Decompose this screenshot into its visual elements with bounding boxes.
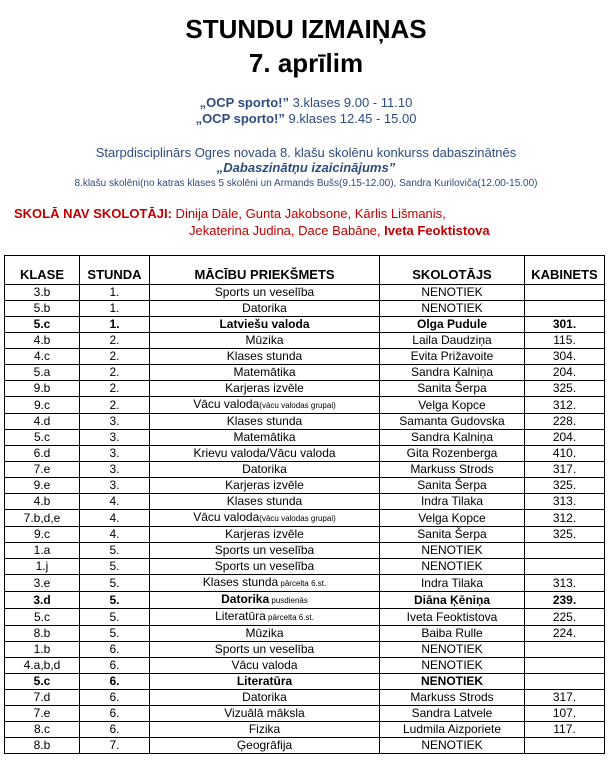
cell-klase: 4.c — [5, 349, 80, 365]
table-row — [5, 381, 605, 397]
table-row — [5, 365, 605, 381]
absent-names-bold: Iveta Feoktistova — [384, 223, 490, 238]
cell-stunda: 6. — [80, 642, 150, 658]
absent-teachers — [14, 205, 604, 239]
cell-klase: 4.a,b,d — [5, 658, 80, 674]
cell-subject — [150, 706, 380, 722]
cell-klase: 3.b — [5, 285, 80, 301]
subject-text: Datorika — [221, 592, 270, 606]
table-row — [5, 609, 605, 626]
cell-teacher: Baiba Rulle — [380, 626, 525, 642]
cell-teacher: Ludmila Aizporiete — [380, 722, 525, 738]
cell-klase: 1.b — [5, 642, 80, 658]
cell-subject — [150, 381, 380, 397]
cell-klase: 5.c — [5, 430, 80, 446]
subject-text: Literatūra — [236, 674, 293, 688]
cell-teacher: Evita Prižavoite — [380, 349, 525, 365]
cell-subject — [150, 722, 380, 738]
cell-klase: 5.c — [5, 674, 80, 690]
cell-subject — [150, 510, 380, 527]
cell-stunda: 3. — [80, 414, 150, 430]
subject-text: Fizika — [248, 722, 281, 736]
schedule-table — [4, 255, 605, 754]
cell-stunda: 6. — [80, 690, 150, 706]
cell-teacher: Sanita Šerpa — [380, 478, 525, 494]
cell-teacher: NENOTIEK — [380, 285, 525, 301]
cell-subject — [150, 658, 380, 674]
absent-names-2: Jekaterina Judina, Dace Babāne, — [189, 223, 385, 238]
cell-room: 312. — [525, 397, 605, 414]
column-header: STUNDA — [80, 264, 150, 285]
cell-room: 239. — [525, 592, 605, 609]
table-header — [5, 264, 605, 285]
cell-stunda: 5. — [80, 559, 150, 575]
subject-note: (vācu valodas grupai) — [259, 514, 336, 523]
subject-text: Matemātika — [233, 365, 296, 379]
cell-teacher: Gita Rozenberga — [380, 446, 525, 462]
table-row — [5, 559, 605, 575]
cell-subject — [150, 397, 380, 414]
table-row — [5, 626, 605, 642]
column-header: KABINETS — [525, 264, 605, 285]
cell-room: 312. — [525, 510, 605, 527]
cell-teacher: Sandra Latvele — [380, 706, 525, 722]
cell-subject — [150, 626, 380, 642]
cell-teacher: Sandra Kalniņa — [380, 365, 525, 381]
table-row — [5, 738, 605, 754]
table-row — [5, 317, 605, 333]
cell-subject — [150, 430, 380, 446]
cell-teacher: Markuss Strods — [380, 462, 525, 478]
cell-subject — [150, 642, 380, 658]
cell-teacher: Samanta Gudovska — [380, 414, 525, 430]
subject-text: Datorika — [242, 690, 287, 704]
subject-text: Ģeogrāfija — [236, 738, 293, 752]
cell-subject — [150, 317, 380, 333]
cell-room — [525, 658, 605, 674]
cell-klase: 5.c — [5, 609, 80, 626]
cell-room: 313. — [525, 494, 605, 510]
cell-room: 115. — [525, 333, 605, 349]
subject-text: Krievu valoda/Vācu valoda — [193, 446, 336, 460]
subject-text: Karjeras izvēle — [225, 527, 304, 541]
cell-klase: 5.b — [5, 301, 80, 317]
cell-stunda: 6. — [80, 658, 150, 674]
cell-room: 204. — [525, 430, 605, 446]
subject-text: Klases stunda — [226, 494, 303, 508]
cell-teacher: Olga Pudule — [380, 317, 525, 333]
subject-text: Klases stunda — [202, 575, 279, 589]
table-row — [5, 674, 605, 690]
competition-description: Starpdisciplinārs Ogres novada 8. klašu skolēnu konkurss dabaszinātnēs — [95, 145, 517, 160]
cell-klase: 7.e — [5, 706, 80, 722]
table-row — [5, 301, 605, 317]
cell-subject — [150, 285, 380, 301]
column-header: SKOLOTĀJS — [380, 264, 525, 285]
cell-stunda: 1. — [80, 317, 150, 333]
cell-stunda: 2. — [80, 381, 150, 397]
cell-stunda: 2. — [80, 365, 150, 381]
cell-subject — [150, 301, 380, 317]
table-row — [5, 349, 605, 365]
cell-stunda: 6. — [80, 674, 150, 690]
subject-text: Latviešu valoda — [219, 317, 310, 331]
cell-teacher: Markuss Strods — [380, 690, 525, 706]
subject-note: (vācu valodas grupai) — [259, 401, 336, 410]
cell-subject — [150, 592, 380, 609]
subject-text: Karjeras izvēle — [225, 381, 304, 395]
cell-room: 225. — [525, 609, 605, 626]
cell-subject — [150, 494, 380, 510]
cell-klase: 5.a — [5, 365, 80, 381]
cell-klase: 8.b — [5, 738, 80, 754]
table-row — [5, 494, 605, 510]
cell-teacher: Sanita Šerpa — [380, 381, 525, 397]
event-name: „OCP sporto!” — [195, 111, 285, 126]
table-row — [5, 446, 605, 462]
cell-klase: 4.b — [5, 333, 80, 349]
cell-stunda: 5. — [80, 626, 150, 642]
cell-stunda: 4. — [80, 510, 150, 527]
cell-subject — [150, 674, 380, 690]
subject-text: Vācu valoda — [193, 510, 260, 524]
subject-note: pārcelta 6.st. — [278, 579, 327, 588]
cell-klase: 3.e — [5, 575, 80, 592]
table-row — [5, 414, 605, 430]
cell-room — [525, 543, 605, 559]
cell-teacher: NENOTIEK — [380, 642, 525, 658]
cell-stunda: 3. — [80, 446, 150, 462]
cell-teacher: NENOTIEK — [380, 738, 525, 754]
cell-room: 313. — [525, 575, 605, 592]
cell-teacher: Diāna Ķēniņa — [380, 592, 525, 609]
subject-text: Vizuālā māksla — [224, 706, 305, 720]
absent-label: SKOLĀ NAV SKOLOTĀJI: — [14, 206, 172, 221]
cell-room — [525, 642, 605, 658]
page-date: 7. aprīlim — [248, 48, 364, 78]
subject-text: Sports un veselība — [214, 543, 315, 557]
table-row — [5, 690, 605, 706]
subject-text: Datorika — [242, 301, 287, 315]
cell-stunda: 3. — [80, 462, 150, 478]
cell-teacher: Sandra Kalniņa — [380, 430, 525, 446]
cell-room: 410. — [525, 446, 605, 462]
subject-text: Mūzika — [245, 626, 284, 640]
cell-teacher: Indra Tilaka — [380, 494, 525, 510]
cell-klase: 4.b — [5, 494, 80, 510]
cell-teacher: Indra Tilaka — [380, 575, 525, 592]
cell-klase: 6.d — [5, 446, 80, 462]
cell-klase: 1.a — [5, 543, 80, 559]
page-title: STUNDU IZMAIŅAS — [185, 14, 427, 44]
cell-teacher: NENOTIEK — [380, 658, 525, 674]
event-detail: 9.klases 12.45 - 15.00 — [284, 111, 417, 126]
subject-text: Literatūra — [215, 609, 266, 623]
cell-teacher: NENOTIEK — [380, 543, 525, 559]
cell-klase: 5.c — [5, 317, 80, 333]
subject-text: Sports un veselība — [214, 285, 315, 299]
cell-room: 224. — [525, 626, 605, 642]
subject-text: Mūzika — [245, 333, 284, 347]
cell-room: 304. — [525, 349, 605, 365]
subject-text: Datorika — [242, 462, 287, 476]
cell-teacher: Velga Kopce — [380, 510, 525, 527]
competition-name: „Dabaszinātņu izaicinājums” — [216, 160, 396, 175]
cell-stunda: 4. — [80, 527, 150, 543]
competition-participants: 8.klašu skolēni(no katras klases 5 skolēni un Armands Bušs(9.15-12.00), Sandra Kuriloviča(12.00-15.00) — [74, 178, 538, 189]
cell-stunda: 2. — [80, 397, 150, 414]
table-row — [5, 333, 605, 349]
cell-stunda: 3. — [80, 430, 150, 446]
cell-subject — [150, 527, 380, 543]
absent-line-1 — [14, 205, 604, 222]
cell-room: 228. — [525, 414, 605, 430]
table-row — [5, 478, 605, 494]
table-row — [5, 430, 605, 446]
event-name: „OCP sporto!” — [199, 95, 289, 110]
cell-klase: 9.c — [5, 527, 80, 543]
cell-subject — [150, 414, 380, 430]
cell-room: 204. — [525, 365, 605, 381]
table-row — [5, 462, 605, 478]
cell-subject — [150, 478, 380, 494]
cell-stunda: 5. — [80, 592, 150, 609]
cell-teacher: Iveta Feoktistova — [380, 609, 525, 626]
cell-subject — [150, 738, 380, 754]
cell-klase: 9.c — [5, 397, 80, 414]
table-row — [5, 658, 605, 674]
cell-subject — [150, 349, 380, 365]
cell-stunda: 1. — [80, 285, 150, 301]
event-line — [0, 95, 612, 111]
cell-klase: 9.e — [5, 478, 80, 494]
cell-subject — [150, 543, 380, 559]
column-header: KLASE — [5, 264, 80, 285]
table-row — [5, 722, 605, 738]
cell-stunda: 6. — [80, 722, 150, 738]
cell-klase: 7.b,d,e — [5, 510, 80, 527]
subject-text: Karjeras izvēle — [225, 478, 304, 492]
cell-stunda: 6. — [80, 706, 150, 722]
cell-subject — [150, 559, 380, 575]
subject-text: Sports un veselība — [214, 559, 315, 573]
table-row — [5, 510, 605, 527]
cell-stunda: 5. — [80, 575, 150, 592]
table-row — [5, 642, 605, 658]
table-row — [5, 592, 605, 609]
cell-klase: 8.c — [5, 722, 80, 738]
subject-text: Klases stunda — [226, 414, 303, 428]
event-detail: 3.klases 9.00 - 11.10 — [288, 95, 413, 110]
cell-room: 317. — [525, 462, 605, 478]
cell-room — [525, 285, 605, 301]
cell-subject — [150, 575, 380, 592]
cell-stunda: 5. — [80, 543, 150, 559]
column-header: MĀCĪBU PRIEKŠMETS — [150, 264, 380, 285]
cell-subject — [150, 446, 380, 462]
cell-klase: 7.e — [5, 462, 80, 478]
subject-text: Matemātika — [233, 430, 296, 444]
cell-stunda: 7. — [80, 738, 150, 754]
cell-klase: 4.d — [5, 414, 80, 430]
cell-subject — [150, 365, 380, 381]
cell-klase: 7.d — [5, 690, 80, 706]
table-row — [5, 706, 605, 722]
subject-text: Klases stunda — [226, 349, 303, 363]
cell-room — [525, 674, 605, 690]
cell-teacher: Sanita Šerpa — [380, 527, 525, 543]
cell-room: 325. — [525, 527, 605, 543]
table-row — [5, 285, 605, 301]
table-row — [5, 543, 605, 559]
cell-subject — [150, 690, 380, 706]
cell-klase: 9.b — [5, 381, 80, 397]
cell-klase: 1.j — [5, 559, 80, 575]
cell-stunda: 5. — [80, 609, 150, 626]
cell-teacher: NENOTIEK — [380, 559, 525, 575]
subject-note: pārcelta 6.st. — [265, 613, 314, 622]
cell-teacher: Velga Kopce — [380, 397, 525, 414]
cell-room: 117. — [525, 722, 605, 738]
subject-text: Vācu valoda — [193, 397, 260, 411]
event-line — [0, 111, 612, 127]
cell-teacher: Laila Daudziņa — [380, 333, 525, 349]
cell-klase: 3.d — [5, 592, 80, 609]
absent-names-1: Dinija Dāle, Gunta Jakobsone, Kārlis Lišmanis, — [171, 206, 446, 221]
cell-subject — [150, 609, 380, 626]
subject-text: Sports un veselība — [214, 642, 315, 656]
cell-stunda: 1. — [80, 301, 150, 317]
table-row — [5, 397, 605, 414]
cell-subject — [150, 333, 380, 349]
absent-line-2 — [14, 222, 604, 239]
subject-note: pusdienās — [269, 596, 308, 605]
cell-teacher: NENOTIEK — [380, 301, 525, 317]
header-spacer — [5, 256, 605, 265]
cell-klase: 8.b — [5, 626, 80, 642]
subject-text: Vācu valoda — [231, 658, 298, 672]
cell-room: 325. — [525, 478, 605, 494]
cell-room — [525, 559, 605, 575]
table-row — [5, 527, 605, 543]
cell-room: 325. — [525, 381, 605, 397]
cell-room — [525, 738, 605, 754]
cell-stunda: 2. — [80, 349, 150, 365]
cell-room — [525, 301, 605, 317]
table-row — [5, 575, 605, 592]
cell-room: 107. — [525, 706, 605, 722]
cell-room: 301. — [525, 317, 605, 333]
cell-room: 317. — [525, 690, 605, 706]
cell-stunda: 2. — [80, 333, 150, 349]
cell-stunda: 3. — [80, 478, 150, 494]
cell-stunda: 4. — [80, 494, 150, 510]
cell-teacher: NENOTIEK — [380, 674, 525, 690]
cell-subject — [150, 462, 380, 478]
